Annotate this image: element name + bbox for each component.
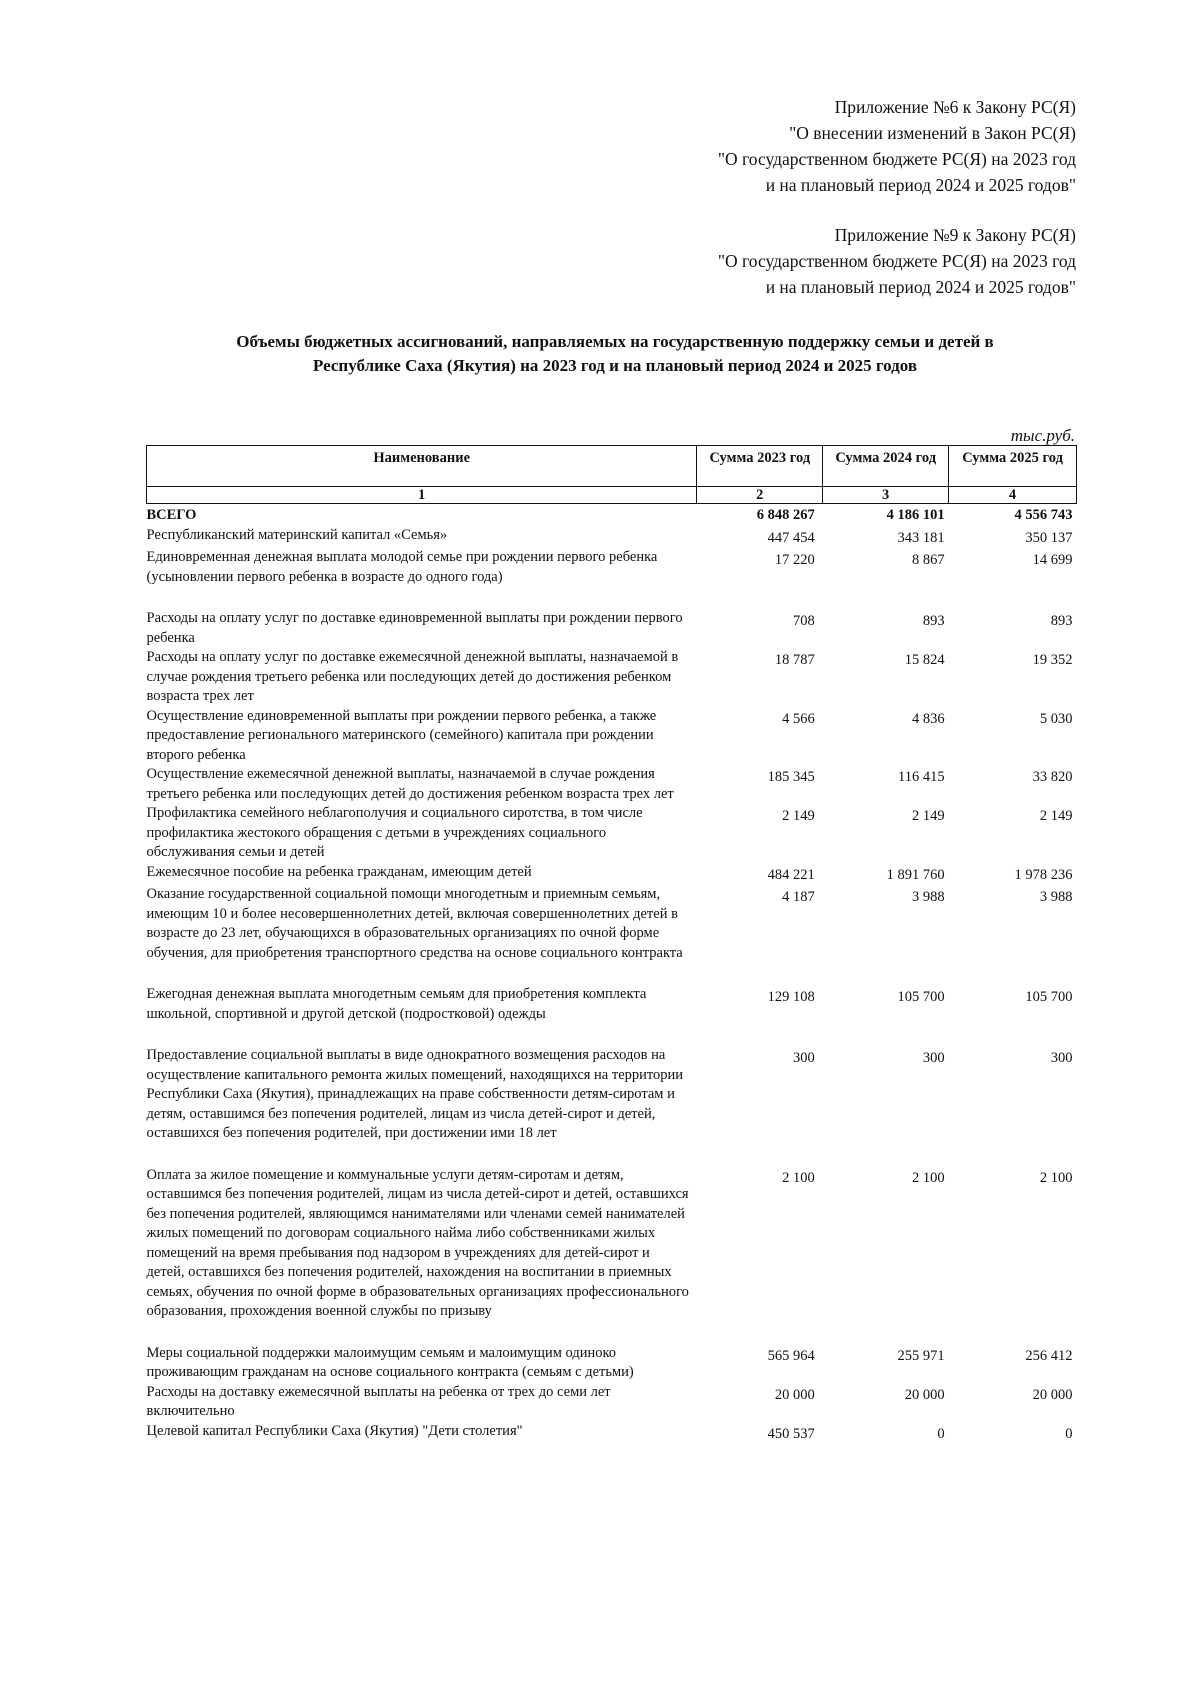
row-name: Расходы на доставку ежемесячной выплаты на ребенка от трех до семи лет включительно — [146, 1383, 611, 1419]
row-name: Осуществление ежемесячной денежной выплаты, назначаемой в случае рождения третьего ребенка или последующих детей до достижения ребенком возраста трех лет — [146, 766, 674, 802]
row-sum-2024: 4 186 101 — [886, 507, 945, 523]
row-sum-2024: 2 149 — [911, 808, 945, 824]
table-row — [147, 765, 1077, 804]
row-name: Республиканский материнский капитал «Семья» — [146, 526, 448, 543]
row-sum-2023: 300 — [792, 1050, 815, 1066]
row-sum-2025: 2 149 — [1039, 808, 1073, 824]
header-name: Наименование — [147, 446, 697, 487]
row-sum-2024: 4 836 — [911, 710, 945, 727]
header-sum-2023: Сумма 2023 год — [697, 446, 823, 487]
appendix-9-line-2: "О государственном бюджете РС(Я) на 2023 год — [717, 251, 1076, 271]
appendix-6-line-1: Приложение №6 к Закону РС(Я) — [834, 97, 1076, 117]
units-label: тыс.руб. — [1010, 426, 1075, 445]
row-sum-2024: 255 971 — [897, 1347, 945, 1364]
table-row — [147, 548, 1077, 609]
row-sum-2023: 447 454 — [767, 529, 815, 546]
table-row — [147, 1422, 1077, 1445]
row-sum-2023: 484 221 — [767, 866, 815, 883]
table-row — [147, 1046, 1077, 1166]
row-sum-2023: 2 100 — [782, 1169, 815, 1186]
row-sum-2025: 300 — [1050, 1050, 1073, 1066]
row-sum-2023: 6 848 267 — [756, 507, 815, 523]
row-sum-2023: 18 787 — [774, 652, 815, 668]
row-sum-2024: 105 700 — [897, 989, 945, 1005]
column-number-3: 3 — [823, 487, 949, 504]
row-name: Оказание государственной социальной помощи многодетным и приемным семьям, имеющим 10 и более несовершеннолетних детей, включая совершеннолетних детей в возрасте до 23 лет, обучающихся в образовательных организациях по очной форме обучения, для приобретения транспортного средства на основе социального контракта — [146, 886, 683, 961]
row-sum-2024: 116 415 — [898, 769, 945, 785]
row-name: Целевой капитал Республики Саха (Якутия) "Дети столетия" — [146, 1422, 523, 1439]
row-name: Ежегодная денежная выплата многодетным семьям для приобретения комплекта школьной, спортивной и другой детской (подростковой) одежды — [146, 986, 647, 1022]
title-line-2: Республике Саха (Якутия) на 2023 год и на плановый период 2024 и 2025 годов — [312, 356, 918, 375]
row-sum-2023: 565 964 — [767, 1347, 815, 1364]
table-row — [147, 1166, 1077, 1344]
row-sum-2025: 893 — [1050, 613, 1073, 629]
table-header-row — [147, 446, 1077, 487]
row-sum-2024: 893 — [922, 613, 945, 629]
row-sum-2023: 20 000 — [774, 1386, 815, 1403]
row-sum-2025: 350 137 — [1025, 529, 1073, 546]
table-row — [147, 1383, 1077, 1422]
row-sum-2024: 0 — [937, 1425, 945, 1442]
column-number-2: 2 — [697, 487, 823, 504]
row-name: Меры социальной поддержки малоимущим семьям и малоимущим одиноко проживающим гражданам на основе социального контракта (семьям с детьми) — [146, 1344, 634, 1380]
row-sum-2025: 256 412 — [1025, 1347, 1073, 1364]
appendix-6-header — [718, 94, 1076, 198]
appendix-9-line-1: Приложение №9 к Закону РС(Я) — [834, 225, 1076, 245]
table-body — [147, 504, 1077, 1445]
row-sum-2025: 3 988 — [1039, 889, 1073, 905]
row-sum-2025: 5 030 — [1039, 710, 1073, 727]
row-name: Расходы на оплату услуг по доставке единовременной выплаты при рождении первого ребенка — [146, 610, 683, 646]
row-name: Предоставление социальной выплаты в виде однократного возмещения расходов на осуществление капитального ремонта жилых помещений, находящихся на территории Республики Саха (Якутия), принадлежащих на праве собственности детям-сиротам и детям, оставшимся без попечения родителей, лицам из числа детей-сирот и детей, оставшихся без попечения родителей, при достижении ими 18 лет — [146, 1047, 684, 1141]
row-name: Единовременная денежная выплата молодой семье при рождении первого ребенка (усыновлении первого ребенка в возрасте до одного года) — [146, 549, 658, 585]
row-name: ВСЕГО — [146, 507, 197, 523]
row-sum-2023: 4 566 — [782, 710, 815, 727]
title-line-1: Объемы бюджетных ассигнований, направляемых на государственную поддержку семьи и детей в — [236, 332, 994, 351]
appendix-6-line-4: и на плановый период 2024 и 2025 годов" — [765, 175, 1076, 195]
row-sum-2023: 2 149 — [782, 808, 815, 824]
row-sum-2025: 2 100 — [1039, 1169, 1073, 1186]
row-name: Профилактика семейного неблагополучия и социального сиротства, в том числе профилактика жестокого обращения с детьми в учреждениях социального обслуживания семьи и детей — [146, 805, 643, 860]
row-sum-2023: 17 220 — [774, 552, 815, 568]
row-sum-2023: 4 187 — [782, 889, 815, 905]
table-row — [147, 707, 1077, 766]
document-title — [120, 330, 1110, 378]
row-sum-2024: 8 867 — [911, 552, 945, 568]
row-sum-2025: 105 700 — [1025, 989, 1073, 1005]
appendix-6-line-2: "О внесении изменений в Закон РС(Я) — [789, 123, 1076, 143]
table-row — [147, 609, 1077, 648]
header-sum-2025: Сумма 2025 год — [949, 446, 1077, 487]
row-name: Оплата за жилое помещение и коммунальные услуги детям-сиротам и детям, оставшимся без попечения родителей, лицам из числа детей-сирот и детей, оставшихся без попечения родителей, являющимся нанимателями или членами семей нанимателей жилых помещений по договорам социального найма либо собственниками жилых помещений на время пребывания под надзором в учреждениях для детей-сирот и детей, оставшихся без попечения родителей, нахождения на воспитании в приемных семьях, обучения по очной форме в образовательных организациях профессионального образования, прохождения военной службы по призыву — [146, 1166, 689, 1319]
row-name: Осуществление единовременной выплаты при рождении первого ребенка, а также предоставление регионального материнского (семейного) капитала при рождении второго ребенка — [146, 707, 657, 763]
column-number-row — [147, 487, 1077, 504]
column-number-4: 4 — [949, 487, 1077, 504]
row-name: Ежемесячное пособие на ребенка гражданам, имеющим детей — [146, 863, 532, 880]
row-sum-2025: 4 556 743 — [1014, 507, 1073, 523]
row-sum-2024: 2 100 — [911, 1169, 945, 1186]
row-sum-2024: 20 000 — [904, 1386, 945, 1403]
header-sum-2024: Сумма 2024 год — [823, 446, 949, 487]
row-sum-2024: 3 988 — [911, 889, 945, 905]
appropriations-table — [146, 445, 1077, 1444]
appendix-6-line-3: "О государственном бюджете РС(Я) на 2023 год — [717, 149, 1076, 169]
row-sum-2025: 19 352 — [1032, 652, 1073, 668]
appendix-9-line-3: и на плановый период 2024 и 2025 годов" — [765, 277, 1076, 297]
row-sum-2023: 129 108 — [767, 989, 815, 1005]
table-row — [147, 1344, 1077, 1383]
table-row — [147, 526, 1077, 549]
row-sum-2025: 33 820 — [1032, 769, 1073, 785]
row-sum-2024: 300 — [922, 1050, 945, 1066]
table-row — [147, 648, 1077, 707]
row-sum-2024: 343 181 — [897, 529, 945, 546]
row-sum-2025: 20 000 — [1032, 1386, 1073, 1403]
row-sum-2023: 450 537 — [767, 1425, 815, 1442]
table-row — [147, 863, 1077, 886]
row-sum-2024: 1 891 760 — [886, 866, 945, 883]
row-sum-2023: 708 — [792, 613, 815, 629]
table-row — [147, 885, 1077, 985]
row-sum-2023: 185 345 — [767, 769, 815, 785]
row-name: Расходы на оплату услуг по доставке ежемесячной денежной выплаты, назначаемой в случае рождения третьего ребенка или последующих детей до достижения ребенком возраста трех лет — [146, 649, 679, 704]
row-sum-2025: 14 699 — [1032, 552, 1073, 568]
row-sum-2024: 15 824 — [904, 652, 945, 668]
appendix-9-header — [718, 222, 1076, 300]
row-sum-2025: 0 — [1065, 1425, 1073, 1442]
table-row-total — [147, 504, 1077, 526]
table-row — [147, 804, 1077, 863]
table-row — [147, 985, 1077, 1046]
column-number-1: 1 — [147, 487, 697, 504]
row-sum-2025: 1 978 236 — [1014, 866, 1073, 883]
